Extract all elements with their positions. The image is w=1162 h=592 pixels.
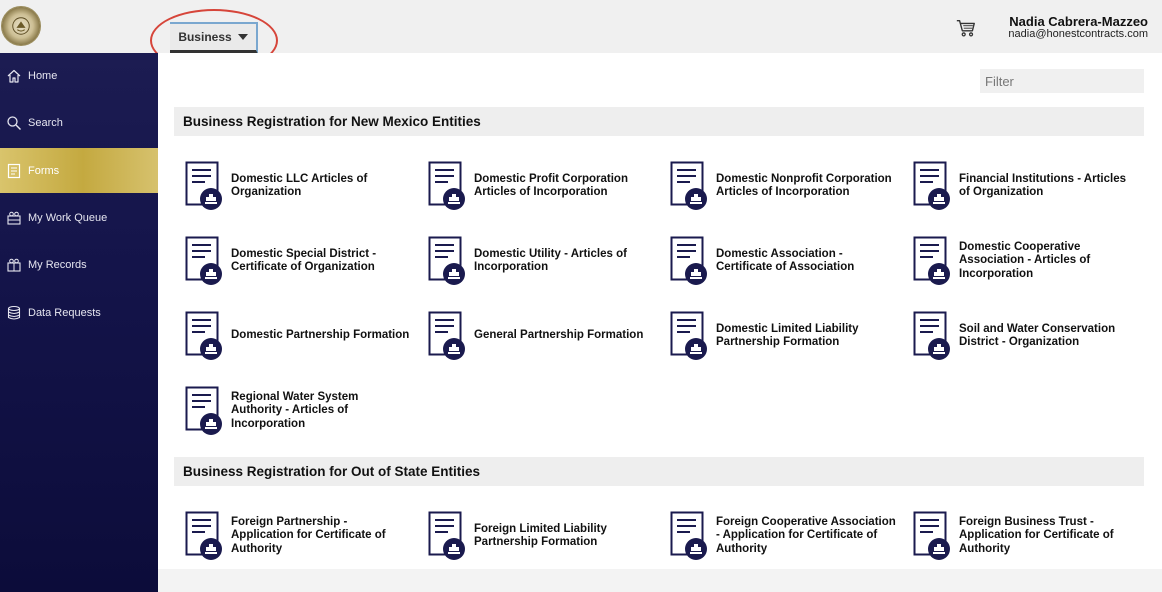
- form-card-label: General Partnership Formation: [474, 329, 644, 342]
- form-card[interactable]: [185, 161, 415, 211]
- form-card[interactable]: [913, 161, 1143, 211]
- form-card[interactable]: [185, 386, 415, 436]
- form-card[interactable]: [428, 511, 658, 561]
- form-document-stamp-icon: [913, 511, 953, 561]
- form-document-stamp-icon: [913, 161, 953, 211]
- form-card[interactable]: [670, 161, 900, 211]
- form-document-stamp-icon: [913, 236, 953, 286]
- sidebar-item-label: My Work Queue: [28, 212, 108, 224]
- form-document-stamp-icon: [670, 236, 710, 286]
- form-document-stamp-icon: [428, 236, 468, 286]
- form-card-label: Financial Institutions - Articles of Organization: [959, 172, 1126, 198]
- caret-down-icon: [238, 34, 248, 40]
- records-icon: [6, 257, 22, 273]
- search-icon: [6, 115, 22, 131]
- form-card[interactable]: [670, 236, 900, 286]
- form-card-label: Domestic Profit Corporation Articles of Incorporation: [474, 172, 628, 198]
- section-header-out-of-state: Business Registration for Out of State Entities: [174, 457, 1144, 486]
- state-seal-logo: [1, 6, 41, 46]
- sidebar-item-home[interactable]: [0, 56, 158, 96]
- form-document-stamp-icon: [185, 236, 225, 286]
- form-card-label: Domestic Special District - Certificate of Organization: [231, 247, 377, 273]
- form-card[interactable]: [913, 511, 1143, 561]
- form-document-stamp-icon: [670, 511, 710, 561]
- form-card-label: Foreign Cooperative Association - Application for Certificate of Authority: [716, 515, 896, 555]
- sidebar-item-label: My Records: [28, 259, 87, 271]
- form-document-stamp-icon: [428, 161, 468, 211]
- form-card[interactable]: [185, 311, 415, 361]
- shopping-cart-icon[interactable]: [955, 17, 977, 39]
- form-card-label: Domestic Association - Certificate of Association: [716, 247, 855, 273]
- user-name[interactable]: Nadia Cabrera-Mazzeo: [1009, 14, 1148, 29]
- form-card-label: Soil and Water Conservation District - Organization: [959, 322, 1116, 348]
- sidebar-item-my-records[interactable]: [0, 245, 158, 285]
- form-document-stamp-icon: [185, 511, 225, 561]
- main-content: [158, 53, 1162, 569]
- form-card[interactable]: [913, 236, 1143, 286]
- database-icon: [6, 305, 22, 321]
- form-card[interactable]: [670, 311, 900, 361]
- sidebar-item-search[interactable]: [0, 103, 158, 143]
- form-card-label: Domestic Utility - Articles of Incorporation: [474, 247, 627, 273]
- form-document-stamp-icon: [185, 386, 225, 436]
- form-document-stamp-icon: [670, 311, 710, 361]
- sidebar-item-label: Home: [28, 70, 58, 82]
- form-document-stamp-icon: [428, 511, 468, 561]
- filter-input[interactable]: [980, 69, 1144, 93]
- sidebar-item-label: Data Requests: [28, 307, 101, 319]
- bottom-strip: [158, 569, 1162, 592]
- form-card[interactable]: [185, 236, 415, 286]
- form-card[interactable]: [185, 511, 415, 561]
- sidebar: [0, 53, 158, 592]
- sidebar-item-forms[interactable]: [0, 148, 166, 193]
- form-card-label: Domestic Limited Liability Partnership Formation: [716, 322, 859, 348]
- sidebar-item-my-work-queue[interactable]: [0, 198, 158, 238]
- sidebar-item-label: Search: [28, 117, 63, 129]
- top-bar: [0, 0, 1162, 53]
- form-document-stamp-icon: [185, 161, 225, 211]
- sidebar-item-data-requests[interactable]: [0, 293, 158, 333]
- work-queue-icon: [6, 210, 22, 226]
- form-card[interactable]: [428, 311, 658, 361]
- form-card-label: Foreign Limited Liability Partnership Formation: [474, 522, 607, 548]
- form-document-stamp-icon: [913, 311, 953, 361]
- form-card[interactable]: [428, 161, 658, 211]
- section-header-new-mexico: Business Registration for New Mexico Entities: [174, 107, 1144, 136]
- form-card-label: Regional Water System Authority - Articles of Incorporation: [231, 390, 359, 430]
- home-icon: [6, 68, 22, 84]
- user-email: nadia@honestcontracts.com: [1008, 28, 1148, 40]
- form-document-stamp-icon: [670, 161, 710, 211]
- form-card[interactable]: [913, 311, 1143, 361]
- seal-emblem-icon: [10, 15, 32, 37]
- form-document-stamp-icon: [185, 311, 225, 361]
- form-document-stamp-icon: [428, 311, 468, 361]
- business-tab-dropdown[interactable]: [170, 22, 258, 54]
- form-card-label: Domestic Cooperative Association - Articles of Incorporation: [959, 240, 1091, 280]
- forms-icon: [6, 163, 22, 179]
- sidebar-item-label: Forms: [28, 164, 60, 177]
- form-card-label: Domestic LLC Articles of Organization: [231, 172, 368, 198]
- form-card[interactable]: [428, 236, 658, 286]
- business-tab-label: Business: [178, 30, 232, 44]
- form-card-label: Foreign Partnership - Application for Certificate of Authority: [231, 515, 386, 555]
- form-card-label: Domestic Partnership Formation: [231, 329, 410, 342]
- form-card-label: Foreign Business Trust - Application for Certificate of Authority: [959, 515, 1114, 555]
- form-card[interactable]: [670, 511, 900, 561]
- form-card-label: Domestic Nonprofit Corporation Articles of Incorporation: [716, 172, 892, 198]
